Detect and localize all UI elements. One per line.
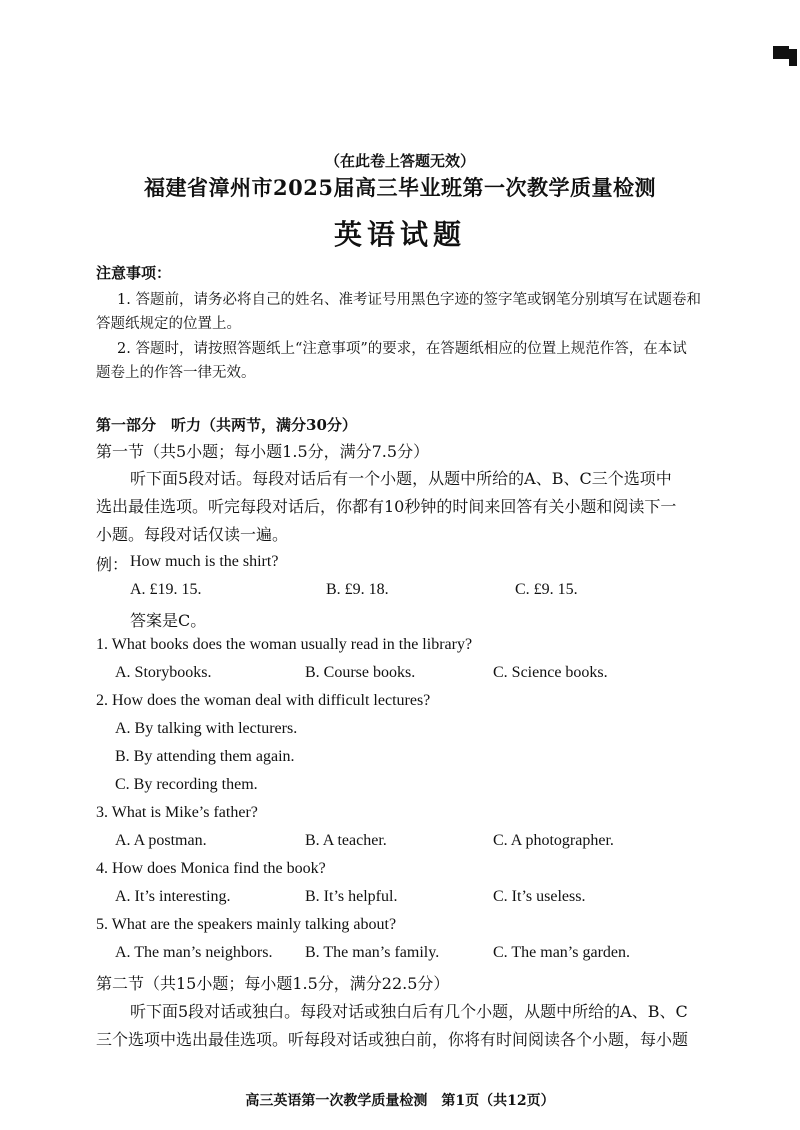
question-2-option-c: C. By recording them. bbox=[115, 776, 258, 793]
question-3: 3. What is Mike’s father? bbox=[96, 804, 258, 821]
scan-corner-mark-tail bbox=[789, 49, 797, 66]
section1-heading: 第一节（共5小题；每小题1.5分，满分7.5分） bbox=[96, 442, 430, 461]
question-2-option-b: B. By attending them again. bbox=[115, 748, 295, 765]
question-1: 1. What books does the woman usually read in the library? bbox=[96, 636, 473, 653]
example-question: How much is the shirt? bbox=[130, 553, 279, 570]
question-5-option-a: A. The man’s neighbors. bbox=[115, 944, 273, 961]
page-footer: 高三英语第一次教学质量检测 第1页（共12页） bbox=[245, 1093, 555, 1109]
question-5-option-b: B. The man’s family. bbox=[305, 944, 440, 961]
instruction-2-line-2: 题卷上的作答一律无效。 bbox=[96, 365, 256, 381]
question-4-option-c: C. It’s useless. bbox=[493, 888, 586, 905]
example-answer: 答案是C。 bbox=[130, 611, 207, 630]
question-4: 4. How does Monica find the book? bbox=[96, 860, 326, 877]
instruction-1-line-2: 答题纸规定的位置上。 bbox=[96, 316, 241, 332]
section2-heading: 第二节（共15小题；每小题1.5分，满分22.5分） bbox=[96, 974, 450, 993]
question-2: 2. How does the woman deal with difficult lectures? bbox=[96, 692, 431, 709]
instructions-heading: 注意事项： bbox=[96, 264, 172, 282]
question-5: 5. What are the speakers mainly talking about? bbox=[96, 916, 397, 933]
question-1-option-b: B. Course books. bbox=[305, 664, 416, 681]
notice-label: （在此卷上答题无效） bbox=[324, 152, 475, 170]
example-option-c: C. £9. 15. bbox=[515, 581, 578, 598]
instruction-2-line-1: 2. 答题时，请按照答题纸上“注意事项”的要求，在答题纸相应的位置上规范作答，在本试 bbox=[117, 341, 687, 357]
subject-title: 英语试题 bbox=[333, 218, 466, 251]
scan-corner-mark bbox=[773, 46, 789, 59]
question-5-option-c: C. The man’s garden. bbox=[493, 944, 631, 961]
section2-directions-line-2: 三个选项中选出最佳选项。听每段对话或独白前，你将有时间阅读各个小题，每小题 bbox=[96, 1030, 689, 1049]
question-3-option-b: B. A teacher. bbox=[305, 832, 387, 849]
section1-directions-line-2: 选出最佳选项。听完每段对话后，你都有10秒钟的时间来回答有关小题和阅读下一 bbox=[96, 497, 677, 516]
section1-directions-line-1: 听下面5段对话。每段对话后有一个小题，从题中所给的A、B、C三个选项中 bbox=[130, 469, 672, 488]
question-4-option-a: A. It’s interesting. bbox=[115, 888, 231, 905]
section2-directions-line-1: 听下面5段对话或独白。每段对话或独白后有几个小题，从题中所给的A、B、C bbox=[130, 1002, 688, 1021]
question-1-option-c: C. Science books. bbox=[493, 664, 608, 681]
section1-directions-line-3: 小题。每段对话仅读一遍。 bbox=[96, 525, 289, 544]
example-label: 例： bbox=[96, 555, 129, 574]
question-3-option-a: A. A postman. bbox=[115, 832, 207, 849]
question-2-option-a: A. By talking with lecturers. bbox=[115, 720, 298, 737]
question-1-option-a: A. Storybooks. bbox=[115, 664, 212, 681]
question-4-option-b: B. It’s helpful. bbox=[305, 888, 398, 905]
example-option-a: A. £19. 15. bbox=[130, 581, 202, 598]
exam-title: 福建省漳州市2025届高三毕业班第一次教学质量检测 bbox=[144, 175, 656, 200]
instruction-1-line-1: 1. 答题前，请务必将自己的姓名、准考证号用黑色字迹的签字笔或钢笔分别填写在试题卷和 bbox=[117, 292, 701, 308]
question-3-option-c: C. A photographer. bbox=[493, 832, 614, 849]
part1-heading: 第一部分 听力（共两节，满分30分） bbox=[96, 416, 357, 434]
example-option-b: B. £9. 18. bbox=[326, 581, 389, 598]
